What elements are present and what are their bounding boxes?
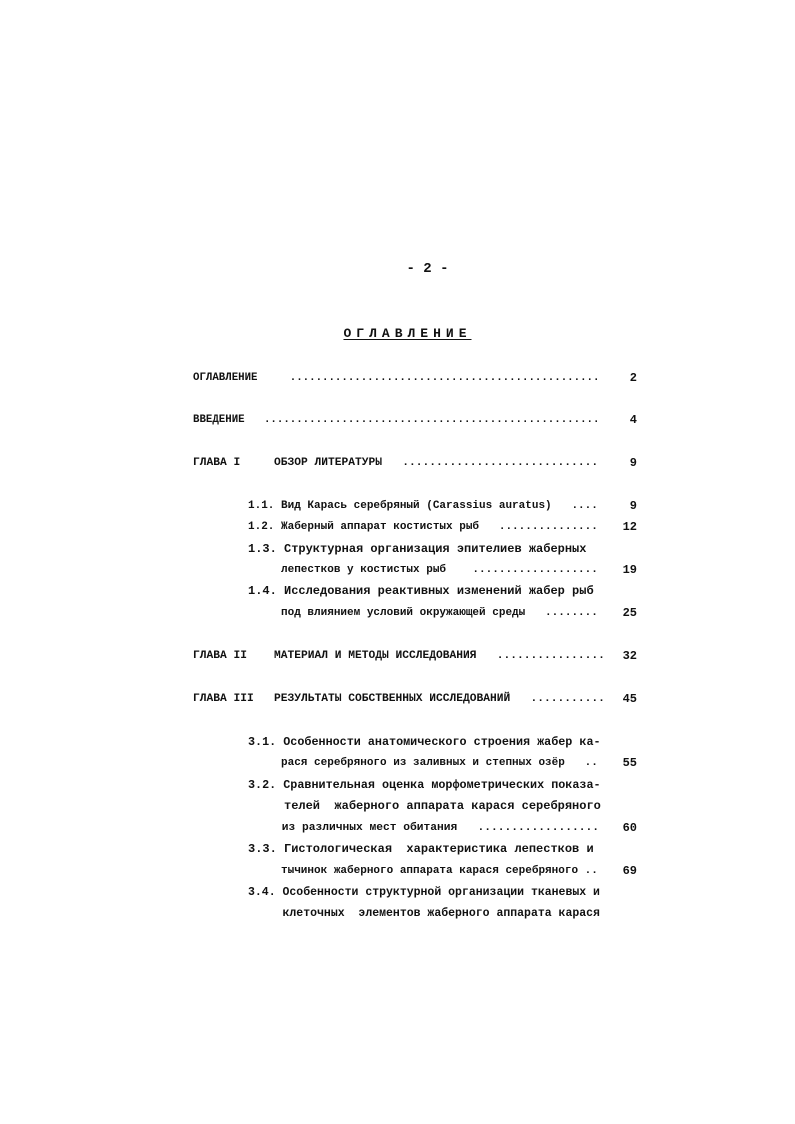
toc-entry-page: 9 xyxy=(629,456,637,470)
toc-entry-page: 55 xyxy=(622,756,637,770)
toc-entry: 3.2. Сравнительная оценка морфометрических показа- xyxy=(248,778,601,792)
toc-entry: 3.3. Гистологическая характеристика лепестков и xyxy=(248,842,594,856)
toc-entry: 1.3. Структурная организация эпителиев жаберных xyxy=(248,542,587,556)
toc-entry: ГЛАВА III РЕЗУЛЬТАТЫ СОБСТВЕННЫХ ИССЛЕДОВАНИЙ ........... xyxy=(193,693,605,705)
toc-entry: 1.1. Вид Карась серебряный (Carassius auratus) .... xyxy=(248,500,598,512)
toc-entry-page: 32 xyxy=(622,649,637,663)
toc-entry-page: 4 xyxy=(629,413,637,427)
toc-title: ОГЛАВЛЕНИЕ xyxy=(343,326,472,341)
toc-entry: 1.4. Исследования реактивных изменений жабер рыб xyxy=(248,584,594,598)
toc-entry: телей жаберного аппарата карася серебряного xyxy=(248,799,601,813)
toc-entry-page: 9 xyxy=(629,499,637,513)
toc-entry-page: 12 xyxy=(622,520,637,534)
toc-entry-page: 2 xyxy=(629,371,637,385)
page-number: - 2 - xyxy=(406,261,449,277)
toc-entry: 3.4. Особенности структурной организации тканевых и xyxy=(248,886,600,899)
toc-entry-page: 69 xyxy=(622,864,637,878)
toc-entry: тычинок жаберного аппарата карася серебряного .. xyxy=(248,865,598,877)
toc-entry: рася серебряного из заливных и степных озёр .. xyxy=(248,757,598,769)
toc-entry-page: 25 xyxy=(622,606,637,620)
toc-entry: 3.1. Особенности анатомического строения жабер ка- xyxy=(248,735,601,749)
toc-entry-page: 45 xyxy=(622,692,637,706)
toc-entry-page: 60 xyxy=(622,821,637,835)
toc-entry: ОГЛАВЛЕНИЕ ................................................ xyxy=(193,372,600,384)
toc-entry: клеточных элементов жаберного аппарата карася xyxy=(248,907,600,920)
toc-entry: под влиянием условий окружающей среды ........ xyxy=(248,607,598,619)
toc-entry: ГЛАВА II МАТЕРИАЛ И МЕТОДЫ ИССЛЕДОВАНИЯ ................ xyxy=(193,650,605,662)
toc-entry: 1.2. Жаберный аппарат костистых рыб ............... xyxy=(248,521,598,533)
toc-entry: ВВЕДЕНИЕ .................................................... xyxy=(193,414,600,426)
toc-entry: ГЛАВА I ОБЗОР ЛИТЕРАТУРЫ ............................. xyxy=(193,457,599,469)
toc-entry: из различных мест обитания .................. xyxy=(248,822,600,834)
toc-entry-page: 19 xyxy=(622,563,637,577)
toc-entry: лепестков у костистых рыб ................... xyxy=(248,564,598,576)
